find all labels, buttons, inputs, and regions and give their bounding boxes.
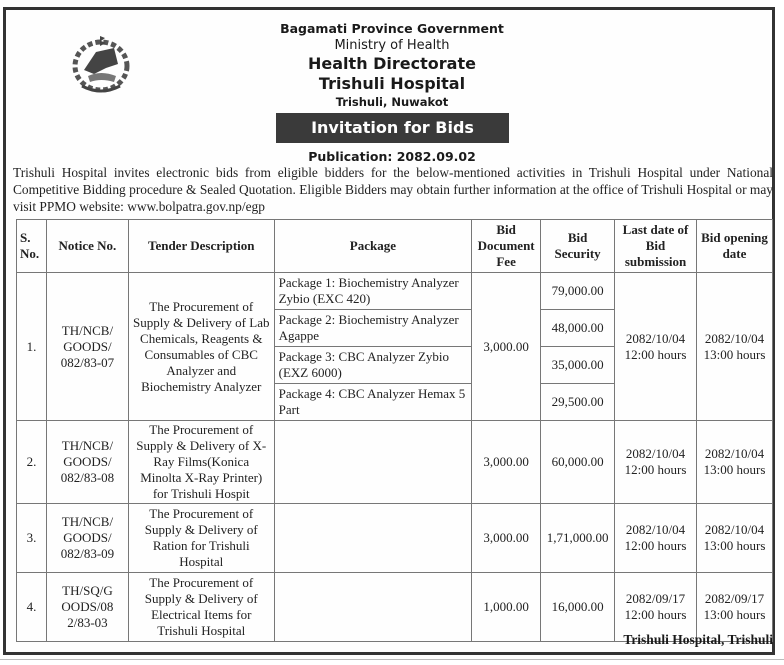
table-row: [17, 273, 773, 310]
cell-description: The Procurement of Supply & Delivery of Ration for Trishuli Hospital: [128, 504, 274, 573]
open-date: 2082/10/04: [704, 522, 765, 537]
col-package: Package: [274, 220, 472, 273]
cell-last-date: [615, 273, 697, 421]
col-description: Tender Description: [128, 220, 274, 273]
cell-security: 16,000.00: [541, 573, 615, 642]
intro-paragraph: Trishuli Hospital invites electronic bids from eligible bidders for the below-mentioned activities in Trishuli Hospital under National Competitive Bidding procedure & Sealed Quotation. Eligible Bidders may obtain further information at the office of Trishuli Hospital or may visit PPMO website: www.bolpatra.gov.np/egp: [13, 165, 773, 214]
last-date: 2082/10/04: [625, 522, 686, 537]
cell-description: The Procurement of Supply & Delivery of X-Ray Films(Konica Minolta X-Ray Printer) for Trishuli Hospit: [128, 421, 274, 504]
cell-notice: TH/NCB/ GOODS/ 082/83-08: [46, 421, 128, 504]
cell-package: Package 1: Biochemistry Analyzer Zybio (EXC 420): [274, 273, 472, 310]
cell-sno: 1.: [17, 273, 47, 421]
last-time: 12:00 hours: [624, 538, 687, 553]
open-time: 13:00 hours: [703, 462, 766, 477]
cell-last-date: [615, 504, 697, 573]
last-time: 12:00 hours: [624, 607, 687, 622]
cell-sno: 3.: [17, 504, 47, 573]
cell-security: 35,000.00: [541, 347, 615, 384]
cell-notice: TH/NCB/ GOODS/ 082/83-09: [46, 504, 128, 573]
col-last-date: Last date of Bid submission: [615, 220, 697, 273]
open-date: 2082/09/17: [704, 591, 765, 606]
col-fee: Bid Document Fee: [472, 220, 541, 273]
signature: Trishuli Hospital, Trishuli: [623, 632, 773, 647]
hospital-location: Trishuli, Nuwakot: [335, 95, 449, 109]
last-date: 2082/09/17: [625, 591, 686, 606]
last-time: 12:00 hours: [624, 346, 687, 362]
col-notice: Notice No.: [46, 220, 128, 273]
cell-opening-date: [697, 273, 773, 421]
table-header-row: [17, 220, 773, 273]
cell-last-date: [615, 421, 697, 504]
directorate-name: Health Directorate: [308, 54, 476, 73]
ministry-name: Ministry of Health: [334, 38, 450, 53]
cell-notice: TH/SQ/G OODS/08 2/83-03: [46, 573, 128, 642]
cell-package: Package 2: Biochemistry Analyzer Agappe: [274, 310, 472, 347]
bids-table: [16, 219, 773, 642]
cell-security: 60,000.00: [541, 421, 615, 504]
col-sno: S. No.: [17, 220, 47, 273]
header: [6, 21, 778, 110]
notice-frame: [3, 7, 775, 655]
province-name: Bagamati Province Government: [280, 21, 504, 36]
open-time: 13:00 hours: [703, 346, 766, 362]
cell-sno: 4.: [17, 573, 47, 642]
table-row: [17, 504, 773, 573]
cell-description: The Procurement of Supply & Delivery of Lab Chemicals, Reagents & Consumables of CBC Analyzer and Biochemistry Analyzer: [128, 273, 274, 421]
cell-security: 29,500.00: [541, 384, 615, 421]
divider: [0, 659, 784, 660]
cell-opening-date: [697, 421, 773, 504]
open-time: 13:00 hours: [703, 607, 766, 622]
cell-fee: 3,000.00: [472, 504, 541, 573]
cell-description: The Procurement of Supply & Delivery of Electrical Items for Trishuli Hospital: [128, 573, 274, 642]
open-date: 2082/10/04: [704, 446, 765, 461]
hospital-name: Trishuli Hospital: [318, 74, 466, 93]
last-date: 2082/10/04: [625, 330, 686, 346]
col-opening-date: Bid opening date: [697, 220, 773, 273]
open-time: 13:00 hours: [703, 538, 766, 553]
cell-security: 48,000.00: [541, 310, 615, 347]
page-title: Invitation for Bids: [276, 113, 509, 143]
cell-fee: 3,000.00: [472, 273, 541, 421]
cell-package: Package 4: CBC Analyzer Hemax 5 Part: [274, 384, 472, 421]
table-row: [17, 421, 773, 504]
cell-security: 1,71,000.00: [541, 504, 615, 573]
cell-security: 79,000.00: [541, 273, 615, 310]
last-date: 2082/10/04: [625, 446, 686, 461]
open-date: 2082/10/04: [704, 330, 765, 346]
col-security: Bid Security: [541, 220, 615, 273]
cell-sno: 2.: [17, 421, 47, 504]
last-time: 12:00 hours: [624, 462, 687, 477]
cell-opening-date: [697, 504, 773, 573]
cell-fee: 3,000.00: [472, 421, 541, 504]
cell-package: [274, 573, 472, 642]
cell-notice: TH/NCB/ GOODS/ 082/83-07: [46, 273, 128, 421]
cell-fee: 1,000.00: [472, 573, 541, 642]
publication-date: Publication: 2082.09.02: [308, 149, 476, 164]
cell-package: [274, 504, 472, 573]
cell-package: [274, 421, 472, 504]
cell-package: Package 3: CBC Analyzer Zybio (EXZ 6000): [274, 347, 472, 384]
